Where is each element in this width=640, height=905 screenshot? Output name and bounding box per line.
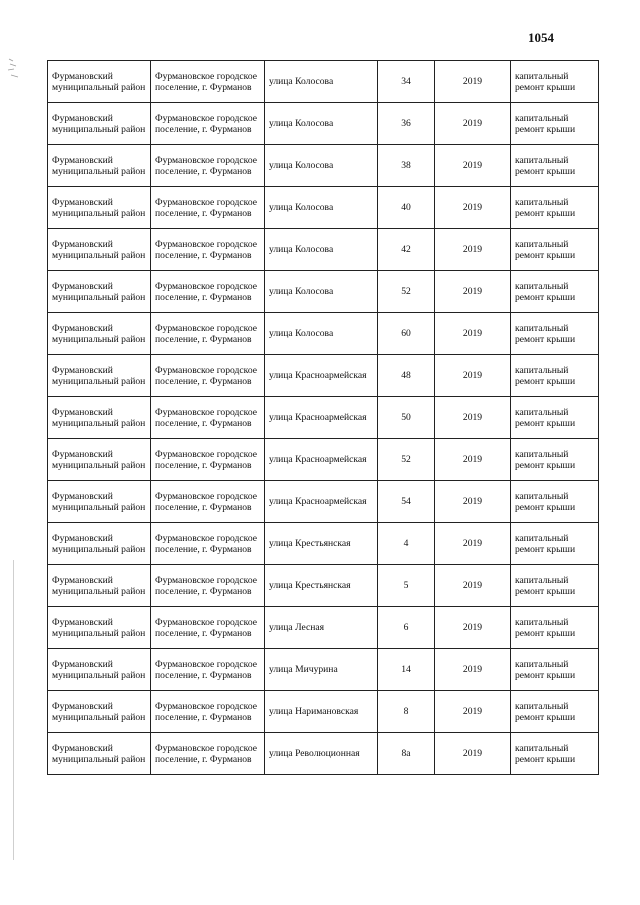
- district-cell: Фурмановский муниципальный район: [48, 439, 151, 481]
- work-type-cell: капитальный ремонт крыши: [511, 565, 599, 607]
- year-cell: 2019: [435, 733, 511, 775]
- district-cell: Фурмановский муниципальный район: [48, 649, 151, 691]
- street-cell: улица Колосова: [265, 229, 378, 271]
- year-cell: 2019: [435, 439, 511, 481]
- district-cell: Фурмановский муниципальный район: [48, 523, 151, 565]
- street-cell: улица Колосова: [265, 187, 378, 229]
- house-number-cell: 34: [378, 61, 435, 103]
- house-number-cell: 52: [378, 271, 435, 313]
- year-cell: 2019: [435, 397, 511, 439]
- house-number-cell: 52: [378, 439, 435, 481]
- table-row: [48, 565, 599, 607]
- settlement-cell: Фурмановское городское поселение, г. Фурманов: [151, 691, 265, 733]
- table-row: [48, 313, 599, 355]
- work-type-cell: капитальный ремонт крыши: [511, 355, 599, 397]
- year-cell: 2019: [435, 61, 511, 103]
- street-cell: улица Красноармейская: [265, 481, 378, 523]
- work-type-cell: капитальный ремонт крыши: [511, 271, 599, 313]
- year-cell: 2019: [435, 523, 511, 565]
- work-type-cell: капитальный ремонт крыши: [511, 523, 599, 565]
- house-number-cell: 42: [378, 229, 435, 271]
- year-cell: 2019: [435, 649, 511, 691]
- district-cell: Фурмановский муниципальный район: [48, 397, 151, 439]
- street-cell: улица Революционная: [265, 733, 378, 775]
- street-cell: улица Колосова: [265, 313, 378, 355]
- page-number: 1054: [528, 30, 554, 45]
- district-cell: Фурмановский муниципальный район: [48, 607, 151, 649]
- house-number-cell: 36: [378, 103, 435, 145]
- district-cell: Фурмановский муниципальный район: [48, 103, 151, 145]
- settlement-cell: Фурмановское городское поселение, г. Фурманов: [151, 103, 265, 145]
- street-cell: улица Колосова: [265, 271, 378, 313]
- table-row: [48, 229, 599, 271]
- year-cell: 2019: [435, 607, 511, 649]
- street-cell: улица Красноармейская: [265, 355, 378, 397]
- year-cell: 2019: [435, 565, 511, 607]
- district-cell: Фурмановский муниципальный район: [48, 565, 151, 607]
- settlement-cell: Фурмановское городское поселение, г. Фурманов: [151, 733, 265, 775]
- table-row: [48, 355, 599, 397]
- settlement-cell: Фурмановское городское поселение, г. Фурманов: [151, 481, 265, 523]
- district-cell: Фурмановский муниципальный район: [48, 187, 151, 229]
- year-cell: 2019: [435, 145, 511, 187]
- year-cell: 2019: [435, 229, 511, 271]
- settlement-cell: Фурмановское городское поселение, г. Фурманов: [151, 565, 265, 607]
- year-cell: 2019: [435, 271, 511, 313]
- settlement-cell: Фурмановское городское поселение, г. Фурманов: [151, 523, 265, 565]
- year-cell: 2019: [435, 481, 511, 523]
- table-row: [48, 145, 599, 187]
- district-cell: Фурмановский муниципальный район: [48, 733, 151, 775]
- district-cell: Фурмановский муниципальный район: [48, 61, 151, 103]
- work-type-cell: капитальный ремонт крыши: [511, 649, 599, 691]
- settlement-cell: Фурмановское городское поселение, г. Фурманов: [151, 145, 265, 187]
- settlement-cell: Фурмановское городское поселение, г. Фурманов: [151, 61, 265, 103]
- year-cell: 2019: [435, 691, 511, 733]
- table-row: [48, 187, 599, 229]
- scan-artifact-marks: [7, 56, 21, 80]
- settlement-cell: Фурмановское городское поселение, г. Фурманов: [151, 439, 265, 481]
- district-cell: Фурмановский муниципальный район: [48, 691, 151, 733]
- work-type-cell: капитальный ремонт крыши: [511, 607, 599, 649]
- settlement-cell: Фурмановское городское поселение, г. Фурманов: [151, 313, 265, 355]
- table-row: [48, 691, 599, 733]
- settlement-cell: Фурмановское городское поселение, г. Фурманов: [151, 229, 265, 271]
- house-number-cell: 6: [378, 607, 435, 649]
- district-cell: Фурмановский муниципальный район: [48, 271, 151, 313]
- district-cell: Фурмановский муниципальный район: [48, 355, 151, 397]
- house-number-cell: 50: [378, 397, 435, 439]
- house-number-cell: 38: [378, 145, 435, 187]
- street-cell: улица Наримановская: [265, 691, 378, 733]
- work-type-cell: капитальный ремонт крыши: [511, 481, 599, 523]
- work-type-cell: капитальный ремонт крыши: [511, 61, 599, 103]
- district-cell: Фурмановский муниципальный район: [48, 229, 151, 271]
- table-row: [48, 103, 599, 145]
- work-type-cell: капитальный ремонт крыши: [511, 397, 599, 439]
- settlement-cell: Фурмановское городское поселение, г. Фурманов: [151, 187, 265, 229]
- district-cell: Фурмановский муниципальный район: [48, 313, 151, 355]
- work-type-cell: капитальный ремонт крыши: [511, 103, 599, 145]
- work-type-cell: капитальный ремонт крыши: [511, 439, 599, 481]
- street-cell: улица Мичурина: [265, 649, 378, 691]
- table-row: [48, 481, 599, 523]
- work-type-cell: капитальный ремонт крыши: [511, 691, 599, 733]
- district-cell: Фурмановский муниципальный район: [48, 481, 151, 523]
- table-row: [48, 397, 599, 439]
- table-row: [48, 733, 599, 775]
- street-cell: улица Лесная: [265, 607, 378, 649]
- house-number-cell: 5: [378, 565, 435, 607]
- table-row: [48, 649, 599, 691]
- street-cell: улица Колосова: [265, 145, 378, 187]
- house-number-cell: 14: [378, 649, 435, 691]
- district-cell: Фурмановский муниципальный район: [48, 145, 151, 187]
- house-number-cell: 54: [378, 481, 435, 523]
- street-cell: улица Колосова: [265, 61, 378, 103]
- table-row: [48, 61, 599, 103]
- table-body: [48, 61, 599, 775]
- settlement-cell: Фурмановское городское поселение, г. Фурманов: [151, 397, 265, 439]
- table-row: [48, 607, 599, 649]
- year-cell: 2019: [435, 187, 511, 229]
- street-cell: улица Колосова: [265, 103, 378, 145]
- house-number-cell: 48: [378, 355, 435, 397]
- year-cell: 2019: [435, 103, 511, 145]
- house-number-cell: 4: [378, 523, 435, 565]
- house-number-cell: 60: [378, 313, 435, 355]
- house-number-cell: 8: [378, 691, 435, 733]
- street-cell: улица Красноармейская: [265, 439, 378, 481]
- settlement-cell: Фурмановское городское поселение, г. Фурманов: [151, 355, 265, 397]
- settlement-cell: Фурмановское городское поселение, г. Фурманов: [151, 649, 265, 691]
- work-type-cell: капитальный ремонт крыши: [511, 733, 599, 775]
- work-type-cell: капитальный ремонт крыши: [511, 145, 599, 187]
- street-cell: улица Крестьянская: [265, 565, 378, 607]
- housing-repair-table: [47, 60, 599, 775]
- settlement-cell: Фурмановское городское поселение, г. Фурманов: [151, 607, 265, 649]
- scan-edge-line: [13, 560, 14, 860]
- table-row: [48, 523, 599, 565]
- house-number-cell: 40: [378, 187, 435, 229]
- work-type-cell: капитальный ремонт крыши: [511, 229, 599, 271]
- work-type-cell: капитальный ремонт крыши: [511, 313, 599, 355]
- street-cell: улица Красноармейская: [265, 397, 378, 439]
- table-row: [48, 271, 599, 313]
- work-type-cell: капитальный ремонт крыши: [511, 187, 599, 229]
- year-cell: 2019: [435, 313, 511, 355]
- year-cell: 2019: [435, 355, 511, 397]
- table-row: [48, 439, 599, 481]
- street-cell: улица Крестьянская: [265, 523, 378, 565]
- house-number-cell: 8а: [378, 733, 435, 775]
- settlement-cell: Фурмановское городское поселение, г. Фурманов: [151, 271, 265, 313]
